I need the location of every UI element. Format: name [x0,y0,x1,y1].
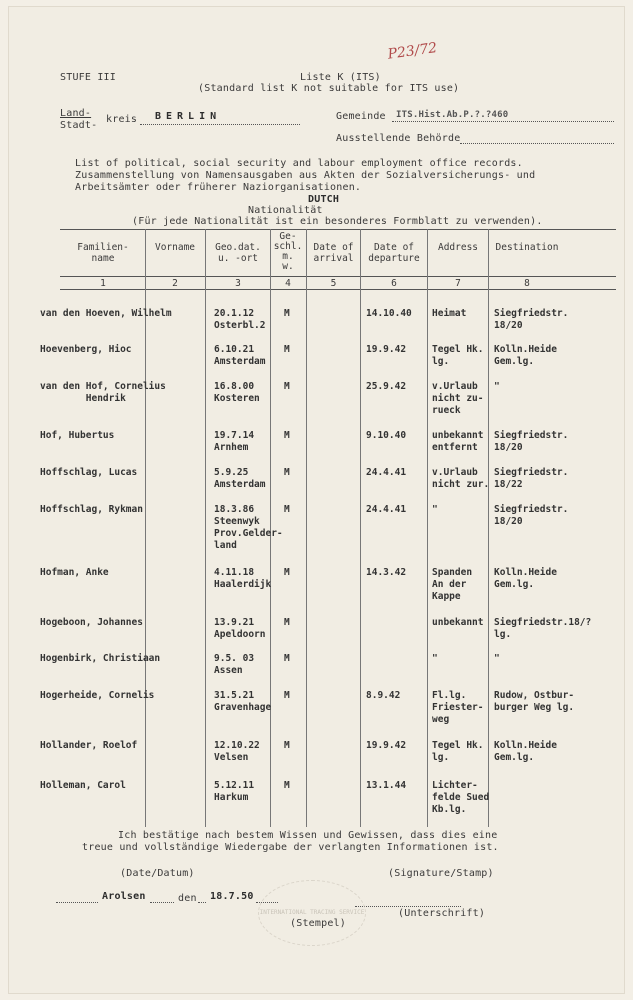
row-7-birth: 4.11.18 Haalerdijk [214,567,272,590]
row-4-sex: M [284,430,290,441]
col-divider-6 [427,229,428,827]
row-7-address: Spanden An der Kappe [432,567,473,602]
row-10-name: Hogerheide, Cornelis [40,690,155,701]
row-3-departure: 25.9.42 [366,381,407,392]
col-divider-7 [488,229,489,827]
row-12-address: Lichter- felde Sued Kb.lg. [432,780,490,815]
row-6-sex: M [284,504,290,515]
table-top-border [60,229,616,230]
col-header-destination: Destination [495,242,559,253]
row-1-birth: 20.1.12 Osterbl.2 [214,308,266,331]
row-7-departure: 14.3.42 [366,567,407,578]
row-5-departure: 24.4.41 [366,467,407,478]
row-7-sex: M [284,567,290,578]
row-1-destination: Siegfriedstr. 18/20 [494,308,569,331]
col-number-4: 4 [285,278,291,289]
row-3-birth: 16.8.00 Kosteren [214,381,260,404]
ausstellende-label: Ausstellende Behörde [336,133,461,144]
row-7-name: Hofman, Anke [40,567,109,578]
row-6-destination: Siegfriedstr. 18/20 [494,504,569,527]
col-header-departure: Date of departure [368,242,420,264]
stadt-label: Stadt- [60,120,98,131]
row-5-address: v.Urlaub nicht zur. [432,467,490,490]
col-divider-2 [205,229,206,827]
row-4-birth: 19.7.14 Arnhem [214,430,255,453]
place-value: Arolsen [102,891,146,902]
row-11-birth: 12.10.22 Velsen [214,740,260,763]
row-2-name: Hoevenberg, Hioc [40,344,132,355]
row-3-destination: " [494,381,500,392]
row-5-destination: Siegfriedstr. 18/22 [494,467,569,490]
land-label: Land- [60,108,92,119]
col-header-vorname: Vorname [154,242,196,253]
row-8-sex: M [284,617,290,628]
row-2-departure: 19.9.42 [366,344,407,355]
row-11-sex: M [284,740,290,751]
confirmation-line-2: treue und vollständige Wiedergabe der verlangten Informationen ist. [82,842,499,853]
signature-label: (Signature/Stamp) [388,868,494,879]
liste-title: Liste K (ITS) [300,72,381,83]
table-header-border [60,276,616,277]
table-number-border [60,289,616,290]
row-2-destination: Kolln.Heide Gem.lg. [494,344,557,367]
row-3-sex: M [284,381,290,392]
gemeinde-label: Gemeinde [336,111,386,122]
col-number-8: 8 [524,278,530,289]
row-12-name: Holleman, Carol [40,780,126,791]
row-12-birth: 5.12.11 Harkum [214,780,255,803]
row-8-birth: 13.9.21 Apeldoorn [214,617,266,640]
row-9-name: Hogenbirk, Christiaan [40,653,161,664]
row-12-departure: 13.1.44 [366,780,407,791]
intro-line-1: List of political, social security and labour employment office records. [75,158,523,169]
gemeinde-dotted-line [392,121,614,122]
col-number-6: 6 [391,278,397,289]
row-10-departure: 8.9.42 [366,690,401,701]
col-header-address: Address [437,242,479,253]
col-header-arrival: Date of arrival [313,242,354,264]
col-header-geburt: Geo.dat. u. -ort [215,242,261,264]
row-3-name: van den Hof, Cornelius Hendrik [40,381,166,404]
row-4-departure: 9.10.40 [366,430,407,441]
row-11-departure: 19.9.42 [366,740,407,751]
col-header-familienname: Familien- name [77,242,129,264]
date-value: 18.7.50 [210,891,254,902]
row-10-birth: 31.5.21 Gravenhage [214,690,272,713]
row-3-address: v.Urlaub nicht zu- rueck [432,381,484,416]
row-11-address: Tegel Hk. lg. [432,740,484,763]
nationality-label: Nationalität [248,205,323,216]
ausstellende-dotted-line [460,143,614,144]
row-9-sex: M [284,653,290,664]
row-9-destination: " [494,653,500,664]
row-8-destination: Siegfriedstr.18/? lg. [494,617,592,640]
stufe-label: STUFE III [60,72,116,83]
row-6-departure: 24.4.41 [366,504,407,515]
row-5-birth: 5.9.25 Amsterdam [214,467,266,490]
row-11-name: Hollander, Roelof [40,740,138,751]
handwritten-reference: P23/72 [386,39,439,63]
standard-note: (Standard list K not suitable for ITS use) [198,83,460,94]
place-dotted-line [56,902,98,903]
kreis-label: kreis [106,114,138,125]
row-10-address: Fl.lg. Friester- weg [432,690,484,725]
row-6-birth: 18.3.86 Steenwyk Prov.Gelder- land [214,504,283,551]
row-12-sex: M [284,780,290,791]
den-label: den [178,893,197,904]
kreis-dotted-line [140,124,300,125]
row-1-departure: 14.10.40 [366,308,412,319]
place-dotted-line-2 [150,902,174,903]
row-7-destination: Kolln.Heide Gem.lg. [494,567,557,590]
row-4-destination: Siegfriedstr. 18/20 [494,430,569,453]
date-label: (Date/Datum) [120,868,195,879]
row-4-address: unbekannt entfernt [432,430,484,453]
gemeinde-value: ITS.Hist.Ab.P.?.?460 [396,110,509,120]
col-number-7: 7 [455,278,461,289]
row-1-sex: M [284,308,290,319]
row-9-birth: 9.5. 03 Assen [214,653,255,676]
kreis-value: BERLIN [155,111,222,122]
row-5-name: Hoffschlag, Lucas [40,467,138,478]
row-6-address: " [432,504,438,515]
col-divider-5 [360,229,361,827]
row-8-name: Hogeboon, Johannes [40,617,143,628]
signature-dotted-line [355,906,461,907]
col-number-1: 1 [100,278,106,289]
row-2-sex: M [284,344,290,355]
row-1-name: van den Hoeven, Wilhelm [40,308,172,319]
row-10-destination: Rudow, Ostbur- burger Weg lg. [494,690,575,713]
row-5-sex: M [284,467,290,478]
row-10-sex: M [284,690,290,701]
nationality-note: (Für jede Nationalität ist ein besonderes Formblatt zu verwenden). [132,216,543,227]
row-9-address: " [432,653,438,664]
row-4-name: Hof, Hubertus [40,430,115,441]
date-dotted-line [198,902,206,903]
col-number-2: 2 [172,278,178,289]
confirmation-line-1: Ich bestätige nach bestem Wissen und Gewissen, dass dies eine [118,830,498,841]
col-header-geschlecht: Ge- schl. m. w. [273,231,303,272]
row-2-birth: 6.10.21 Amsterdam [214,344,266,367]
col-number-3: 3 [235,278,241,289]
intro-line-3: Arbeitsämter oder früherer Naziorganisationen. [75,182,362,193]
nationality-value: DUTCH [308,194,340,205]
intro-line-2: Zusammenstellung von Namensausgaben aus Akten der Sozialversicherungs- und [75,170,536,181]
col-divider-4 [306,229,307,827]
row-1-address: Heimat [432,308,467,319]
unterschrift-label: (Unterschrift) [398,908,486,919]
stamp-text: INTERNATIONAL TRACING SERVICE [259,909,365,916]
row-2-address: Tegel Hk. lg. [432,344,484,367]
stempel-label: (Stempel) [290,918,346,929]
row-8-address: unbekannt [432,617,484,628]
row-11-destination: Kolln.Heide Gem.lg. [494,740,557,763]
faded-stamp [258,880,366,946]
col-number-5: 5 [330,278,337,289]
row-6-name: Hoffschlag, Rykman [40,504,143,515]
